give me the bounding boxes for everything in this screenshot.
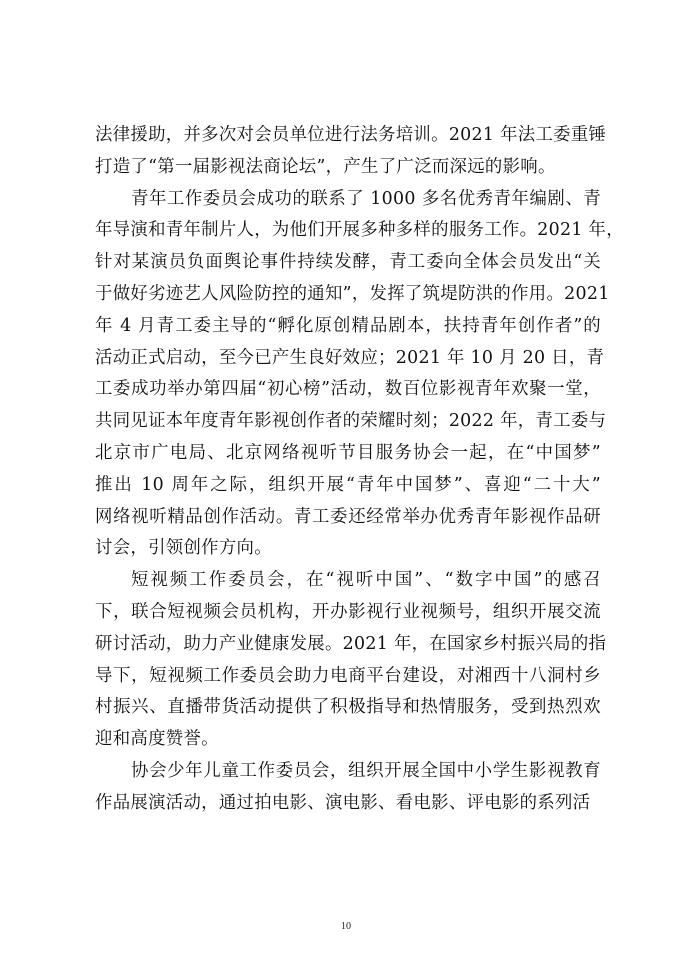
text-line: 青年工作委员会成功的联系了 1000 多名优秀青年编剧、青 — [131, 188, 601, 209]
paragraph — [95, 565, 607, 756]
text-line: 打造了“第一届影视法商论坛”，产生了广泛而深远的影响。 — [95, 156, 556, 177]
text-line: 网络视听精品创作活动。青工委还经常举办优秀青年影视作品研 — [95, 506, 601, 527]
text-line: 于做好劣迹艺人风险防控的通知”，发挥了筑堤防洪的作用。2021 — [95, 283, 610, 304]
paragraph — [95, 756, 601, 820]
text-line: 村振兴、直播带货活动提供了积极指导和热情服务，受到热烈欢 — [95, 697, 601, 718]
text-line: 导下，短视频工作委员会助力电商平台建设，对湘西十八洞村乡 — [95, 665, 601, 686]
text-line: 下，联合短视频会员机构，开办影视行业视频号，组织开展交流 — [95, 601, 601, 622]
text-line: 迎和高度赞誉。 — [95, 729, 219, 750]
text-line: 北京市广电局、北京网络视听节目服务协会一起，在“中国梦” — [95, 442, 601, 463]
text-line: 协会少年儿童工作委员会，组织开展全国中小学生影视教育 — [131, 760, 601, 781]
body-text — [95, 120, 624, 820]
text-line: 讨会，引领创作方向。 — [95, 538, 272, 559]
text-line: 年导演和青年制片人，为他们开展多种多样的服务工作。2021 年， — [95, 220, 624, 241]
text-line: 作品展演活动，通过拍电影、演电影、看电影、评电影的系列活 — [95, 792, 591, 813]
text-line: 活动正式启动，至今已产生良好效应；2021 年 10 月 20 日，青 — [95, 347, 605, 368]
text-line: 共同见证本年度青年影视创作者的荣耀时刻；2022 年，青工委与 — [95, 411, 607, 432]
paragraph — [95, 184, 624, 566]
paragraph — [95, 120, 607, 184]
text-line: 推出 10 周年之际，组织开展“青年中国梦”、喜迎“二十大” — [95, 474, 601, 495]
page-number: 10 — [341, 921, 351, 932]
text-line: 针对某演员负面舆论事件持续发酵，青工委向全体会员发出“关 — [95, 252, 601, 273]
text-line: 法律援助，并多次对会员单位进行法务培训。2021 年法工委重锤 — [95, 125, 607, 145]
text-line: 工委成功举办第四届“初心榜”活动，数百位影视青年欢聚一堂， — [95, 379, 601, 400]
text-line: 研讨活动，助力产业健康发展。2021 年，在国家乡村振兴局的指 — [95, 633, 607, 654]
text-line: 年 4 月青工委主导的“孵化原创精品剧本，扶持青年创作者”的 — [95, 315, 601, 336]
text-line: 短视频工作委员会，在“视听中国”、“数字中国”的感召 — [131, 570, 601, 591]
